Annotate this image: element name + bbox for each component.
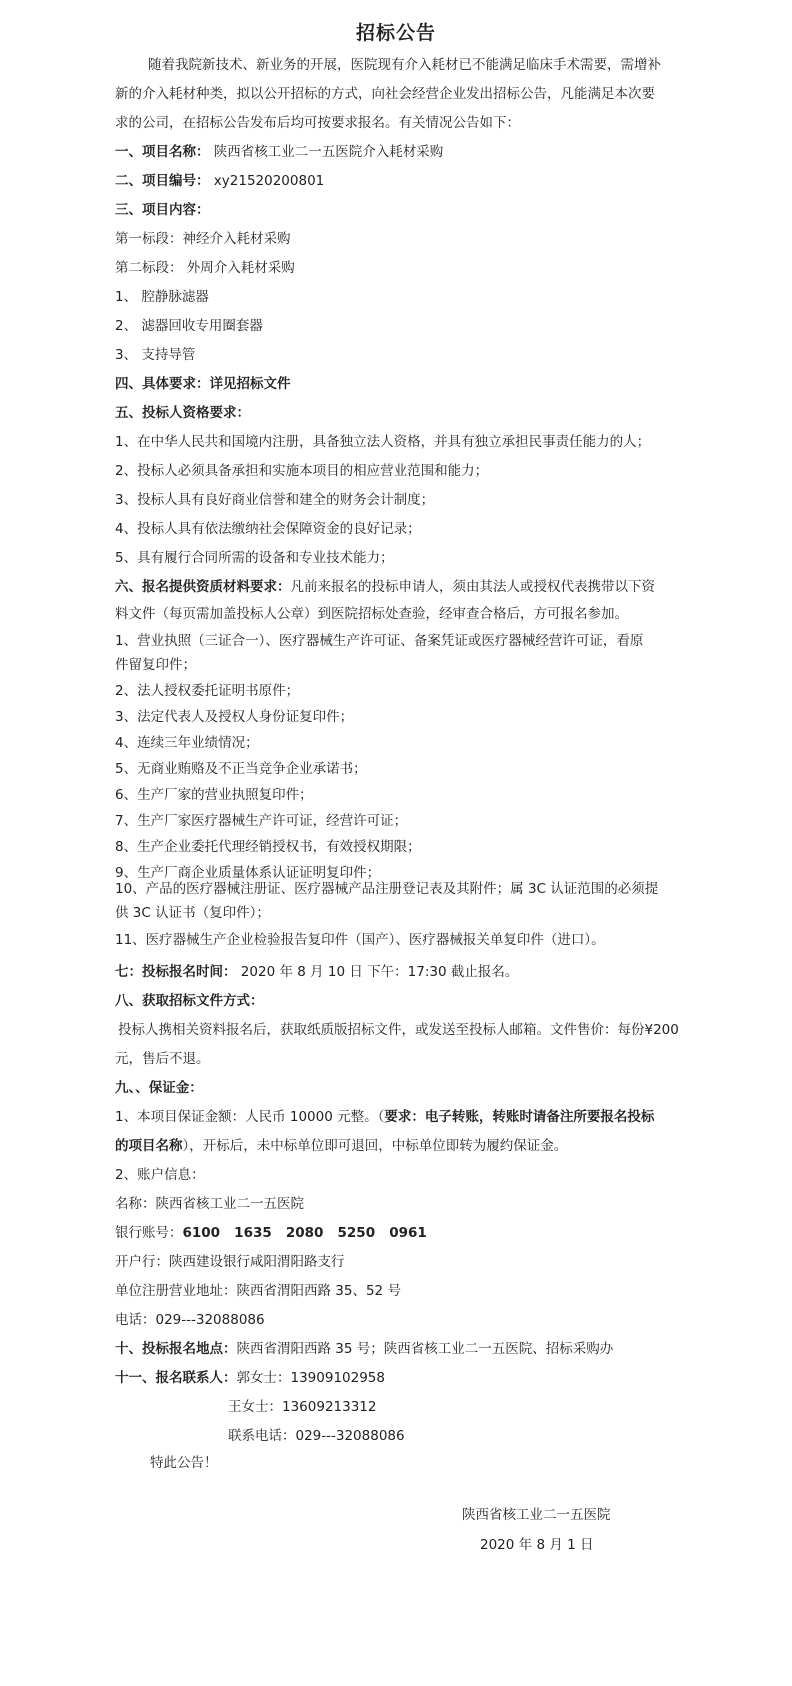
account-name: 名称：陕西省核工业二一五医院 [115, 1196, 304, 1212]
section-project-number [115, 172, 324, 190]
section-obtain-docs-label: 八、获取招标文件方式： [115, 993, 264, 1009]
account-info-label: 2、账户信息： [115, 1167, 205, 1183]
deposit-paragraph-continued [115, 1137, 567, 1155]
list-item: 3、投标人具有良好商业信誉和建全的财务会计制度； [115, 492, 435, 508]
section-deposit-label: 九、、保证金： [115, 1080, 203, 1096]
list-item: 10、产品的医疗器械注册证、医疗器械产品注册登记表及其附件；属 3C 认证范围的必须提 [115, 881, 659, 897]
contact-phone: 联系电话：029---32088086 [228, 1428, 405, 1444]
closing-text: 特此公告！ [150, 1455, 218, 1471]
contact: 王女士：13609213312 [228, 1399, 377, 1415]
section-label: 十一、报名联系人： [115, 1370, 237, 1386]
deposit-paragraph [115, 1108, 654, 1126]
deposit-text: 1、本项目保证金额：人民币 10000 元整。（ [115, 1109, 385, 1125]
list-item: 5、无商业贿赂及不正当竞争企业承诺书； [115, 761, 367, 777]
section-label: 一、项目名称： [115, 144, 210, 160]
list-item: 1、在中华人民共和国境内注册，具备独立法人资格，并具有独立承担民事责任能力的人； [115, 434, 651, 450]
list-item: 2、法人授权委托证明书原件； [115, 683, 300, 699]
lot-2: 第二标段： 外周介入耗材采购 [115, 260, 295, 276]
intro-line: 新的介入耗材种类，拟以公开招标的方式，向社会经营企业发出招标公告，凡能满足本次要 [115, 86, 655, 102]
phone: 电话：029---32088086 [115, 1312, 265, 1328]
section-value: 陕西省渭阳西路 35 号；陕西省核工业二一五医院、招标采购办 [236, 1341, 614, 1357]
list-item: 2、投标人必须具备承担和实施本项目的相应营业范围和能力； [115, 463, 489, 479]
section-label: 六、报名提供资质材料要求： [115, 579, 291, 595]
bank-account-label: 银行账号： [115, 1225, 183, 1241]
section-value: 2020 年 8 月 10 日 下午：17:30 截止报名。 [240, 964, 519, 980]
section-label: 七：投标报名时间： [115, 964, 237, 980]
section-lead-continued: 料文件（每页需加盖投标人公章）到医院招标处查验，经审查合格后，方可报名参加。 [115, 606, 628, 622]
section-value: 陕西省核工业二一五医院介入耗材采购 [213, 144, 444, 160]
list-item: 4、投标人具有依法缴纳社会保障资金的良好记录； [115, 521, 421, 537]
list-item: 7、生产厂家医疗器械生产许可证，经营许可证； [115, 813, 408, 829]
section-project-name [115, 143, 443, 161]
list-item: 3、 支持导管 [115, 347, 196, 363]
section-text: 元，售后不退。 [115, 1051, 210, 1067]
list-item: 11、医疗器械生产企业检验报告复印件（国产）、医疗器械报关单复印件（进口）。 [115, 932, 605, 948]
list-item: 2、 滤器回收专用圈套器 [115, 318, 263, 334]
section-qualification-label: 五、投标人资格要求： [115, 405, 250, 421]
list-item: 9、生产厂商企业质量体系认证证明复印件； [115, 865, 381, 881]
section-lead: 凡前来报名的投标申请人，须由其法人或授权代表携带以下资 [290, 579, 655, 595]
page-title: 招标公告 [355, 22, 436, 44]
list-item: 供 3C 认证书（复印件）； [115, 905, 270, 921]
section-label: 二、项目编号： [115, 173, 210, 189]
lot-1: 第一标段：神经介入耗材采购 [115, 231, 291, 247]
section-label: 十、投标报名地点： [115, 1341, 237, 1357]
registered-address: 单位注册营业地址：陕西省渭阳西路 35、52 号 [115, 1283, 401, 1299]
list-item: 4、连续三年业绩情况； [115, 735, 259, 751]
list-item: 6、生产厂家的营业执照复印件； [115, 787, 313, 803]
section-registration-place [115, 1340, 613, 1358]
contact: 郭女士：13909102958 [236, 1370, 385, 1386]
signature-organization: 陕西省核工业二一五医院 [462, 1507, 611, 1523]
section-registration-time [115, 963, 518, 981]
list-item: 5、具有履行合同所需的设备和专业技术能力； [115, 550, 394, 566]
section-materials [115, 578, 655, 596]
list-item: 件留复印件； [115, 657, 196, 673]
list-item: 1、营业执照（三证合一）、医疗器械生产许可证、备案凭证或医疗器械经营许可证，看原 [115, 633, 644, 649]
section-value: xy21520200801 [213, 173, 325, 189]
section-contacts [115, 1369, 385, 1387]
bank-account-number: 6100 1635 2080 5250 0961 [182, 1225, 427, 1241]
signature-date: 2020 年 8 月 1 日 [480, 1537, 594, 1553]
intro-line: 随着我院新技术、新业务的开展，医院现有介入耗材已不能满足临床手术需要，需增补 [148, 57, 661, 73]
bank-account [115, 1224, 427, 1242]
deposit-requirement: 的项目名称 [115, 1138, 183, 1154]
deposit-requirement: 要求：电子转账，转账时请备注所要报名投标 [384, 1109, 655, 1125]
list-item: 1、 腔静脉滤器 [115, 289, 209, 305]
list-item: 8、生产企业委托代理经销授权书，有效授权期限； [115, 839, 421, 855]
bank-name: 开户行：陕西建设银行咸阳渭阳路支行 [115, 1254, 345, 1270]
section-text: 投标人携相关资料报名后，获取纸质版招标文件，或发送至投标人邮箱。文件售价：每份¥200 [118, 1022, 679, 1038]
section-requirements: 四、具体要求：详见招标文件 [115, 376, 291, 392]
deposit-text: ），开标后，未中标单位即可退回，中标单位即转为履约保证金。 [182, 1138, 568, 1154]
section-project-content-label: 三、项目内容： [115, 202, 210, 218]
intro-line: 求的公司，在招标公告发布后均可按要求报名。有关情况公告如下： [115, 115, 520, 131]
list-item: 3、法定代表人及授权人身份证复印件； [115, 709, 354, 725]
